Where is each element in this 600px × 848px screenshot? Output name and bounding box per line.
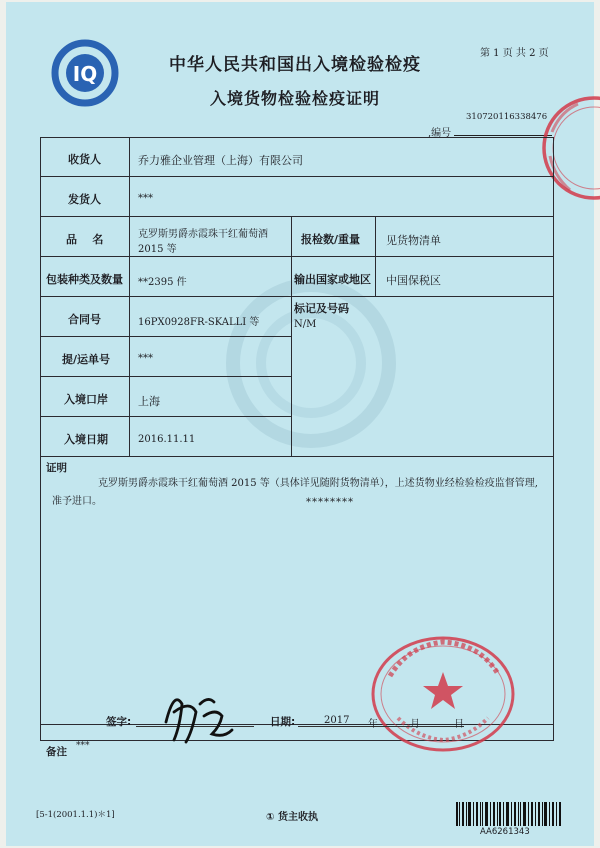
- certificate-label: 证明: [46, 462, 67, 474]
- declared-qty-value: 见货物清单: [386, 234, 441, 247]
- entry-date-value: 2016.11.11: [138, 434, 196, 445]
- certificate-stars: ********: [306, 497, 354, 508]
- signature-label: 签字:: [106, 716, 132, 728]
- entry-port-value: 上海: [138, 395, 160, 408]
- bill-of-lading-value: ***: [138, 353, 153, 364]
- agency-title: 中华人民共和国出入境检验检疫: [169, 55, 421, 75]
- form-code: [5-1(2001.1.1)＊1]: [36, 810, 115, 820]
- entry-port-label: 入境口岸: [64, 393, 108, 406]
- consignee-value: 乔力雅企业管理（上海）有限公司: [138, 154, 303, 167]
- date-line: [298, 726, 464, 727]
- goods-value-line1: 克罗斯男爵赤霞珠干红葡萄酒: [138, 229, 268, 240]
- handwritten-signature: [160, 682, 236, 748]
- copy-holder-label: ① 货主收执: [266, 812, 318, 823]
- ciq-logo: [50, 38, 120, 108]
- logo-text: IQ: [72, 62, 98, 86]
- marks-label: 标记及号码: [294, 302, 349, 315]
- contract-label: 合同号: [68, 313, 101, 326]
- remarks-label: 备注: [46, 746, 67, 758]
- official-stamp-bottom: [368, 634, 518, 754]
- goods-label: 品 名: [66, 233, 104, 246]
- year-unit: 年: [368, 719, 378, 730]
- certificate-text-line2: 准予进口。: [52, 496, 102, 507]
- page-info: 第 1 页 共 2 页: [480, 48, 549, 59]
- serial-number: 310720116338476: [466, 112, 548, 122]
- number-label: ,编号: [428, 128, 452, 139]
- packing-value: **2395 件: [138, 277, 187, 288]
- document-title: 入境货物检验检疫证明: [209, 89, 380, 108]
- goods-value-line2: 2015 等: [138, 244, 177, 255]
- month-unit: 月: [410, 719, 420, 730]
- consignor-value: ***: [138, 193, 153, 204]
- day-unit: 日: [454, 719, 464, 730]
- sign-year: 2017: [324, 715, 350, 726]
- certificate-text-line1: 克罗斯男爵赤霞珠干红葡萄酒 2015 等（具体详见随附货物清单），上述货物业经检验检疫监督管理,: [98, 478, 538, 489]
- barcode-number: AA6261343: [480, 827, 530, 837]
- consignee-label: 收货人: [68, 153, 101, 166]
- consignor-label: 发货人: [68, 193, 101, 206]
- date-label: 日期:: [270, 716, 296, 728]
- marks-value: N/M: [294, 319, 317, 330]
- bill-of-lading-label: 提/运单号: [62, 353, 111, 366]
- origin-label: 输出国家或地区: [294, 273, 371, 286]
- origin-value: 中国保税区: [386, 274, 441, 287]
- packing-label: 包装种类及数量: [46, 273, 123, 286]
- entry-date-label: 入境日期: [64, 433, 108, 446]
- declared-qty-label: 报检数/重量: [301, 233, 361, 246]
- contract-value: 16PX0928FR-SKALLI 等: [138, 317, 260, 328]
- remarks-value: ***: [76, 741, 90, 751]
- barcode: [456, 802, 562, 826]
